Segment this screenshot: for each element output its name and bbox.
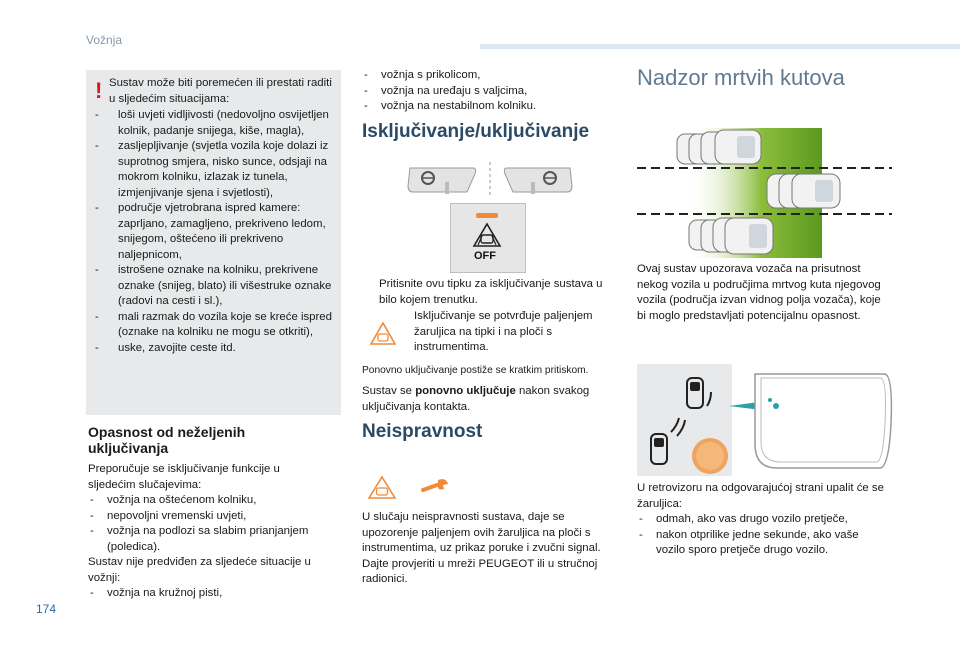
fault-text: U slučaju neispravnosti sustava, daje se upozorenje paljenjem ovih žaruljica na ploči s instrumentima, uz prikaz poruke i zvučni signal. Dajte provjeriti u mreži PEUGEOT ili u stručnoj radionici. [362,511,601,585]
blind-spot-diagram [637,120,892,265]
unsuitable-intro: Preporučuje se isključivanje funkcije u sljedećim slučajevima: [88,463,280,491]
list-item: - vožnja s prikolicom, [362,68,612,84]
restart-suffix: nakon svakog uključivanja kontakta. [362,385,590,413]
list-item: - loši uvjeti vidljivosti (nedovoljno osvijetljen kolnik, padanje snijega, kiše, magla), [91,108,336,139]
wrench-icon [420,476,450,498]
system-description: Ovaj sustav upozorava vozača na prisutnost nekog vozila u područjima mrtvog kuta njegovog vozila (područja izvan vidnog polja vozača), koje bi moglo predstavljati potencijalnu opasnost. [637,263,881,322]
list-item: - vožnja na podlozi sa slabim prianjanjem (poledica). [88,524,338,555]
restart-bold: ponovno uključuje [415,385,516,397]
steering-buttons-illustration [405,160,575,200]
warning-icon: ! [95,78,103,103]
unsuitable-list-2 [88,586,338,602]
restart-prefix: Sustav se [362,385,416,397]
unsuitable-list [88,493,338,555]
list-item: - vožnja na uređaju s valjcima, [362,84,612,100]
mirror-intro: U retrovizoru na odgovarajućoj strani upalit će se žaruljica: [637,482,884,510]
list-item: - vožnja na oštećenom kolniku, [88,493,338,509]
mirror-warning-illustration [637,364,893,476]
unsuitable-outro: Sustav nije predviđen za sljedeće situacije u vožnji: [88,556,311,584]
button-indicator-led [476,213,498,218]
fault-title: Neispravnost [362,421,483,442]
list-item: - područje vjetrobrana ispred kamere: zaprljano, zamagljeno, prekriveno ledom, snijegom, oštećeno ili prekriveno naljepnicom, [91,201,336,263]
lane-assist-icon [472,222,502,248]
section-label: Vožnja [86,33,123,47]
warning-intro: Sustav može biti poremećen ili prestati raditi u sljedećim situacijama: [109,77,332,105]
list-item: - istrošene oznake na kolniku, prekrivene oznake (snijeg, blato) ili višestruke oznake (radovi na cesti i sl.), [91,263,336,310]
page-number: 174 [36,602,57,616]
lane-warning-lamp-icon [368,476,396,500]
list-item: - zasljepljivanje (svjetla vozila koje dolazi iz suprotnog smjera, nisko sunce, odsjaji na mokrom kolniku, izlazak iz tunela, izmjenjivanje sjena i svjetlosti), [91,139,336,201]
unsuitable-title: Opasnost od neželjenih uključivanja [88,424,246,456]
list-item: - odmah, ako vas drugo vozilo pretječe, [637,512,887,528]
list-item: - mali razmak do vozila koje se kreće ispred (oznake na kolniku ne mogu se otkriti), [91,310,336,341]
list-item: - vožnja na kružnoj pisti, [88,586,338,602]
button-off-label: OFF [474,250,496,262]
page-title: Nadzor mrtvih kutova [637,65,845,90]
list-item: - uske, zavojite ceste itd. [91,341,336,357]
continued-list [362,68,612,115]
restart-text [362,384,617,415]
list-item: - vožnja na nestabilnom kolniku. [362,99,612,115]
lane-warning-lamp-icon [370,322,396,346]
list-item: - nepovoljni vremenski uvjeti, [88,509,338,525]
onoff-title: Isključivanje/uključivanje [362,121,590,142]
reactivate-note: Ponovno uključivanje postiže se kratkim pritiskom. [362,365,589,376]
press-instruction: Pritisnite ovu tipku za isključivanje sustava u bilo kojem trenutku. [379,278,603,306]
header-bar [480,44,960,49]
warning-list [91,108,336,356]
list-item: - nakon otprilike jedne sekunde, ako vaše vozilo sporo pretječe drugo vozilo. [637,528,887,559]
mirror-list [637,512,887,559]
confirm-text: Isključivanje se potvrđuje paljenjem žaruljica na tipki i na ploči s instrumentima. [414,310,593,353]
